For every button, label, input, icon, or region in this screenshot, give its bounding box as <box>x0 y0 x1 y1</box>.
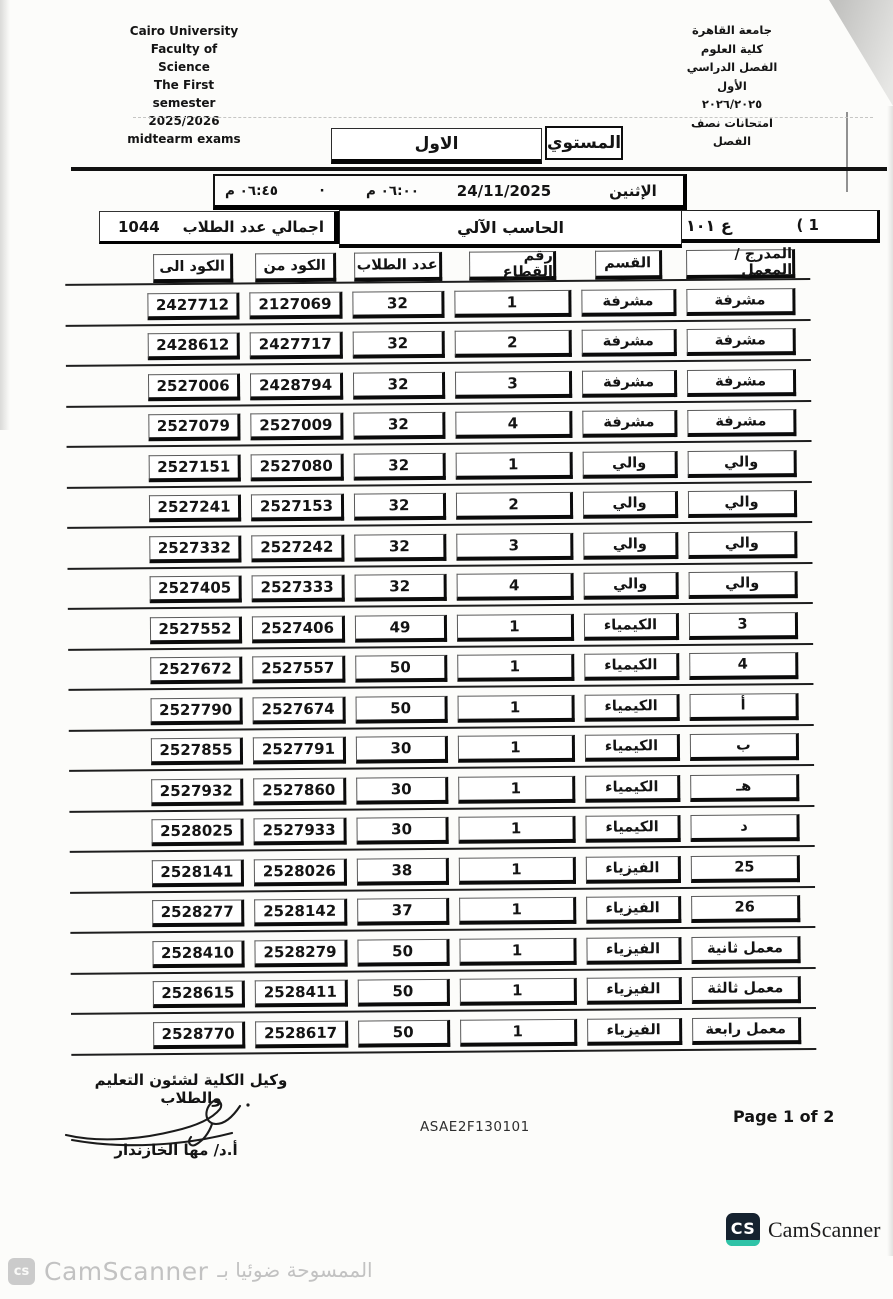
sector-number-cell: 3 <box>456 533 573 561</box>
code-from-cell: 2527009 <box>250 413 343 441</box>
hall-cell: مشرفة <box>687 328 796 356</box>
sector-number-cell: 2 <box>455 330 572 358</box>
table-row <box>65 280 810 326</box>
camscanner-watermark-icon: cs <box>8 1258 35 1285</box>
code-from-cell: 2428794 <box>250 372 343 400</box>
code-to-cell: 2427712 <box>147 292 239 320</box>
sector-number-cell: 1 <box>454 290 571 318</box>
department-cell: مشرفة <box>581 289 676 317</box>
code-from-cell: 2427717 <box>250 332 343 360</box>
header-sector-number: رقم القطاع <box>469 250 556 280</box>
scan-left-edge-shadow <box>0 0 10 430</box>
code-from-cell: 2528617 <box>255 1020 348 1048</box>
code-from-cell: 2528142 <box>254 899 347 927</box>
student-count-cell: 38 <box>357 858 449 886</box>
exam-date: 24/11/2025 <box>456 181 552 200</box>
header-hall: المدرج / المعمل <box>686 249 795 279</box>
page-edge-line <box>846 112 848 192</box>
time-separator: · <box>319 182 325 199</box>
code-to-cell: 2528770 <box>153 1021 245 1049</box>
hall-cell: د <box>690 814 799 842</box>
exam-type-en: midtearm exams <box>127 132 241 146</box>
hall-cell: والي <box>688 450 797 478</box>
sector-number-cell: 1 <box>459 897 576 925</box>
table-body <box>65 280 816 1055</box>
exam-time-range <box>215 183 425 199</box>
sector-number-cell: 1 <box>460 978 577 1006</box>
sector-number-cell: 1 <box>460 1019 577 1047</box>
hall-cell: والي <box>688 490 797 518</box>
dean-name: أ.د/ مها الخازندار <box>114 1141 238 1159</box>
watermark-brand-text: CamScanner <box>44 1257 209 1286</box>
code-to-cell: 2528141 <box>152 859 244 887</box>
code-from-cell: 2527791 <box>253 737 346 765</box>
code-from-cell: 2527557 <box>252 656 345 684</box>
table-row <box>68 644 813 690</box>
hall-cell: أ <box>690 693 799 721</box>
student-count-cell: 32 <box>355 574 447 602</box>
code-from-cell: 2528411 <box>255 980 348 1008</box>
hall-cell: معمل ثالثة <box>692 976 801 1004</box>
department-cell: الكيمياء <box>584 613 679 641</box>
exam-day: الإثنين <box>609 181 657 200</box>
student-count-cell: 30 <box>356 777 448 805</box>
code-from-cell: 2528279 <box>254 939 347 967</box>
department-cell: الكيمياء <box>585 775 680 803</box>
code-to-cell: 2528410 <box>152 940 244 968</box>
code-from-cell: 2527153 <box>251 494 344 522</box>
total-students-value: 1044 <box>118 217 160 236</box>
department-cell: مشرفة <box>582 370 677 398</box>
time-start: ٠٦:٠٠ م <box>366 182 419 199</box>
department-cell: والي <box>584 572 679 600</box>
sector-number-cell: 2 <box>456 492 573 520</box>
letterhead-english <box>127 22 241 148</box>
department-cell: الفيزياء <box>587 977 682 1005</box>
student-count-cell: 30 <box>356 817 448 845</box>
letterhead-arabic <box>670 21 794 151</box>
hall-cell: هـ <box>690 774 799 802</box>
sector-number-cell: 1 <box>458 735 575 763</box>
hall-cell: والي <box>688 531 797 559</box>
semester-ar: الفصل الدراسي الأول <box>686 60 778 93</box>
table-row <box>70 928 815 974</box>
student-count-cell: 50 <box>355 655 447 683</box>
code-from-cell: 2127069 <box>249 291 342 319</box>
sector-number-cell: 1 <box>456 452 573 480</box>
department-cell: والي <box>583 491 678 519</box>
department-cell: والي <box>583 532 678 560</box>
hall-cell: 4 <box>689 652 798 680</box>
department-cell: الكيمياء <box>584 653 679 681</box>
code-to-cell: 2528025 <box>151 819 243 847</box>
camscanner-watermark <box>8 1257 373 1286</box>
sector-number-cell: 1 <box>459 857 576 885</box>
table-row <box>71 968 816 1014</box>
header-student-count: عدد الطلاب <box>354 251 443 281</box>
code-from-cell: 2527242 <box>251 534 344 562</box>
faculty-name-ar: كلية العلوم <box>700 41 764 56</box>
total-students-box <box>99 211 339 244</box>
student-count-cell: 32 <box>353 331 445 359</box>
sector-number-cell: 1 <box>458 695 575 723</box>
department-cell: مشرفة <box>582 410 677 438</box>
sector-number-cell: 1 <box>457 614 574 642</box>
university-name-ar: جامعة القاهرة <box>692 23 772 37</box>
code-to-cell: 2527151 <box>149 454 241 482</box>
department-cell: الكيمياء <box>585 815 680 843</box>
department-cell: الفيزياء <box>587 1018 682 1046</box>
hall-cell: مشرفة <box>687 409 796 437</box>
code-to-cell: 2527932 <box>151 778 243 806</box>
sector-number-cell: 1 <box>458 816 575 844</box>
header-code-from: الكود من <box>255 252 337 282</box>
code-to-cell: 2527405 <box>150 576 242 604</box>
code-to-cell: 2528277 <box>152 900 244 928</box>
code-from-cell: 2528026 <box>254 858 347 886</box>
course-name-box: الحاسب الآلي <box>339 210 682 248</box>
total-students-label: اجمالي عدد الطلاب <box>182 217 324 236</box>
code-to-cell: 2527855 <box>151 738 243 766</box>
page-number-label: Page 1 of 2 <box>733 1107 835 1126</box>
code-from-cell: 2527933 <box>253 818 346 846</box>
student-count-cell: 50 <box>356 696 448 724</box>
table-row <box>67 442 812 488</box>
student-count-cell: 37 <box>357 898 449 926</box>
student-count-cell: 50 <box>358 1020 450 1048</box>
camscanner-icon-teal-bar <box>726 1240 760 1246</box>
hall-cell: ب <box>690 733 799 761</box>
department-cell: الفيزياء <box>586 937 681 965</box>
hall-cell: 3 <box>689 612 798 640</box>
code-to-cell: 2527006 <box>148 373 240 401</box>
scan-corner-shadow <box>829 0 893 106</box>
student-count-cell: 32 <box>354 453 446 481</box>
table-row <box>67 482 812 528</box>
hall-cell: معمل ثانية <box>691 936 800 964</box>
dean-title: وكيل الكلية لشئون التعليم والطلاب <box>94 1071 288 1107</box>
code-to-cell: 2527079 <box>148 414 240 442</box>
department-cell: الكيمياء <box>585 694 680 722</box>
time-end: ٠٦:٤٥ م <box>225 182 278 199</box>
letterhead-divider <box>133 117 873 118</box>
student-count-cell: 32 <box>354 534 446 562</box>
watermark-arabic-text: الممسوحة ضوئيا بـ <box>217 1258 373 1282</box>
exam-type-ar: امتحانات نصف الفصل <box>691 115 773 148</box>
table-row <box>68 685 813 731</box>
code-to-cell: 2528615 <box>153 981 245 1009</box>
table-row <box>68 604 813 650</box>
faculty-name-en: Faculty of Science <box>150 42 218 74</box>
department-cell: والي <box>583 451 678 479</box>
course-code: ع ١٠١ <box>686 215 732 235</box>
sector-number-cell: 4 <box>457 573 574 601</box>
sector-number-cell: 1 <box>459 938 576 966</box>
header-code-to: الكود الى <box>153 253 234 283</box>
code-from-cell: 2527860 <box>253 777 346 805</box>
table-row <box>66 401 811 447</box>
student-count-cell: 50 <box>358 979 450 1007</box>
table-row <box>66 361 811 407</box>
level-label-box: المستوي <box>545 126 623 160</box>
student-count-cell: 50 <box>357 939 449 967</box>
code-from-cell: 2527406 <box>252 615 345 643</box>
semester-en: The First semester <box>152 78 216 110</box>
sector-number-cell: 3 <box>455 371 572 399</box>
table-row <box>69 725 814 771</box>
camscanner-icon: CS <box>726 1213 760 1246</box>
student-count-cell: 32 <box>353 412 445 440</box>
course-id-box <box>663 210 880 243</box>
table-row <box>70 847 815 893</box>
sector-number-cell: 1 <box>458 776 575 804</box>
university-name-en: Cairo University <box>129 24 239 38</box>
hall-cell: مشرفة <box>687 369 796 397</box>
document-code: ASAE2F130101 <box>420 1119 530 1135</box>
hall-cell: مشرفة <box>686 288 795 316</box>
academic-year-en: 2025/2026 <box>148 114 220 128</box>
table-row <box>70 887 815 933</box>
table-header-row <box>65 246 810 286</box>
student-count-cell: 32 <box>352 291 444 319</box>
hall-cell: 26 <box>691 895 800 923</box>
horizontal-rule <box>71 167 887 171</box>
code-to-cell: 2527790 <box>151 697 243 725</box>
level-value-box: الاول <box>331 128 542 164</box>
department-cell: الكيمياء <box>585 734 680 762</box>
camscanner-wordmark: CamScanner <box>768 1216 881 1242</box>
department-cell: الفيزياء <box>586 856 681 884</box>
table-row <box>66 320 811 366</box>
hall-cell: والي <box>689 571 798 599</box>
student-count-cell: 32 <box>353 372 445 400</box>
hall-cell: 25 <box>691 855 800 883</box>
scan-right-edge-shadow <box>887 106 893 1256</box>
table-row <box>69 806 814 852</box>
camscanner-logo <box>726 1213 880 1246</box>
sector-number-cell: 1 <box>457 654 574 682</box>
hall-cell: معمل رابعة <box>692 1017 801 1045</box>
code-to-cell: 2527672 <box>150 657 242 685</box>
code-to-cell: 2428612 <box>148 333 240 361</box>
code-to-cell: 2527241 <box>149 495 241 523</box>
header-department: القسم <box>595 250 662 280</box>
code-from-cell: 2527674 <box>253 696 346 724</box>
sector-number-cell: 4 <box>455 411 572 439</box>
table-row <box>69 766 814 812</box>
table-row <box>68 563 813 609</box>
code-from-cell: 2527080 <box>251 453 344 481</box>
table-row <box>71 1009 816 1055</box>
session-row <box>213 174 687 210</box>
department-cell: الفيزياء <box>586 896 681 924</box>
table-row <box>67 523 812 569</box>
course-serial-number: ( 1 <box>796 216 819 234</box>
code-from-cell: 2527333 <box>252 575 345 603</box>
student-count-cell: 49 <box>355 615 447 643</box>
exam-seating-table <box>65 246 816 1055</box>
code-to-cell: 2527332 <box>149 535 241 563</box>
department-cell: مشرفة <box>582 329 677 357</box>
student-count-cell: 32 <box>354 493 446 521</box>
code-to-cell: 2527552 <box>150 616 242 644</box>
academic-year-ar: ٢٠٢٦/٢٠٢٥ <box>701 97 763 111</box>
student-count-cell: 30 <box>356 736 448 764</box>
